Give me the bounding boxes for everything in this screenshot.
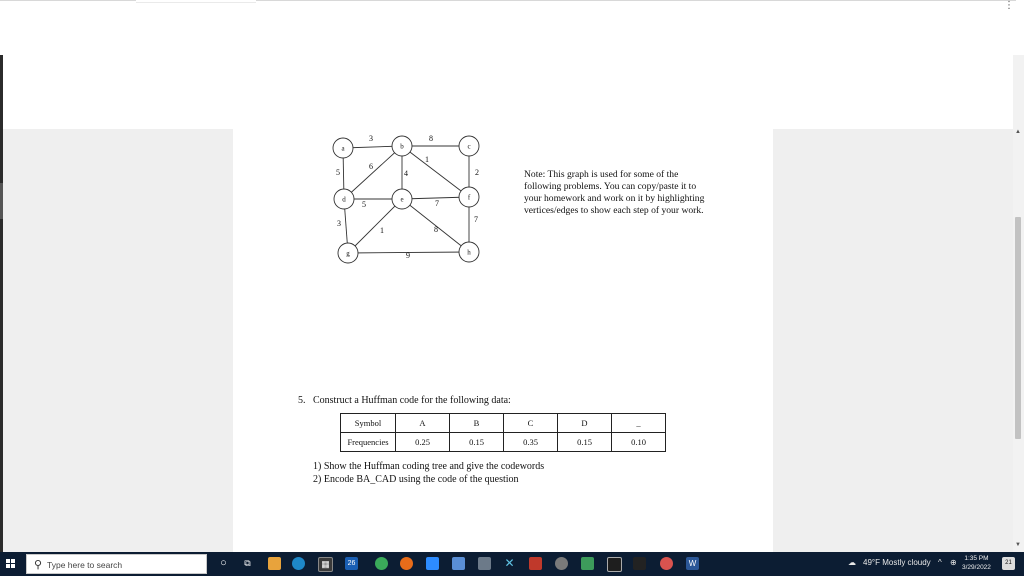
clock-date: 3/29/2022 [962,563,991,571]
vertex-label-d: d [342,195,346,204]
edge-weight-d-g: 3 [337,219,341,228]
taskbar [0,552,1024,576]
list-item: 2) Encode BA_CAD using the code of the question [313,473,519,485]
mail-icon[interactable] [345,557,358,570]
question-subitems [313,461,544,486]
table-cell: 0.35 [504,433,558,452]
edge-weight-g-h: 9 [406,251,410,260]
word-icon[interactable]: W [686,557,699,570]
edge-weight-b-e: 4 [404,169,408,178]
store-icon[interactable]: ▦ [318,557,333,572]
edge-weight-e-h: 8 [434,225,438,234]
mail-badge: 26 [347,560,356,567]
vertex-label-h: h [467,248,471,257]
vertex-label-g: g [346,249,350,258]
graph-edge-b-f [402,146,469,197]
notes-icon[interactable] [452,557,465,570]
vertex-label-a: a [341,144,345,153]
question-text: Construct a Huffman code for the following data: [313,395,511,406]
scroll-down-icon[interactable]: ▼ [1015,542,1021,548]
huffman-data-table [340,413,666,452]
table-row [341,433,666,452]
scroll-up-icon[interactable]: ▲ [1015,129,1021,135]
weather-icon[interactable]: ☁ [848,558,856,567]
edge-weight-e-f: 7 [435,199,439,208]
cortana-icon[interactable]: ○ [220,557,227,569]
question-number: 5. [298,395,306,406]
edge-weight-f-h: 7 [474,215,478,224]
more-options-icon[interactable]: ⋮ [1004,0,1014,11]
edge-weight-b-c: 8 [429,134,433,143]
edge-weight-d-e: 5 [362,200,366,209]
vertex-label-e: e [400,195,404,204]
table-header-frequencies: Frequencies [341,433,396,452]
table-cell: _ [612,414,666,433]
clock-time: 1:35 PM [964,555,989,562]
weather-text[interactable]: 49°F Mostly cloudy [863,558,931,567]
chrome-icon[interactable] [375,557,388,570]
table-cell: B [450,414,504,433]
calculator-icon[interactable] [478,557,491,570]
table-cell: A [396,414,450,433]
graph-edge-e-g [348,199,402,253]
edge-weight-e-g: 1 [380,226,384,235]
edge-weight-b-f: 1 [425,155,429,164]
edge-weight-a-b: 3 [369,134,373,143]
vertex-label-b: b [400,142,404,151]
taskbar-search-box[interactable] [26,554,207,574]
table-cell: 0.15 [450,433,504,452]
file-explorer-icon[interactable] [268,557,281,570]
taskbar-clock[interactable] [962,555,991,572]
table-header-symbol: Symbol [341,414,396,433]
graph-note: Note: This graph is used for some of the following problems. You can copy/paste it to your homework and work on it by highlighting vertices/edges to show each step of your work. [524,169,705,216]
notification-icon[interactable] [1002,557,1015,570]
document-app-icon[interactable] [581,557,594,570]
table-cell: D [558,414,612,433]
firefox-icon[interactable] [400,557,413,570]
table-cell: 0.25 [396,433,450,452]
vertex-label-f: f [467,193,471,202]
edge-weight-b-d: 6 [369,162,373,171]
network-icon[interactable]: ⊕ [950,558,957,567]
vertex-label-c: c [467,142,471,151]
graph-edge-b-d [344,146,402,199]
close-x-app-icon[interactable]: ✕ [504,556,515,570]
vertical-scrollbar[interactable] [1013,55,1024,552]
chevron-up-icon[interactable]: ^ [938,558,942,567]
search-icon: ⚲ [34,559,43,571]
task-view-icon[interactable]: ⧉ [244,558,251,568]
windows-start-icon[interactable] [6,559,16,569]
list-item: 1) Show the Huffman coding tree and give the codewords [313,461,545,472]
search-placeholder: Type here to search [47,560,123,570]
notification-count: 21 [1005,560,1012,566]
table-cell: 0.10 [612,433,666,452]
zoom-icon[interactable] [426,557,439,570]
camera-icon[interactable] [633,557,646,570]
table-row [341,414,666,433]
tools-icon[interactable] [555,557,568,570]
edge-browser-icon[interactable] [292,557,305,570]
terminal-icon[interactable] [607,557,622,572]
scrollbar-thumb[interactable] [1015,217,1021,439]
edge-weight-a-d: 5 [336,168,340,177]
table-cell: C [504,414,558,433]
browser-profile-icon[interactable] [660,557,673,570]
pdf-reader-icon[interactable] [529,557,542,570]
edge-weight-c-f: 2 [475,168,479,177]
table-cell: 0.15 [558,433,612,452]
